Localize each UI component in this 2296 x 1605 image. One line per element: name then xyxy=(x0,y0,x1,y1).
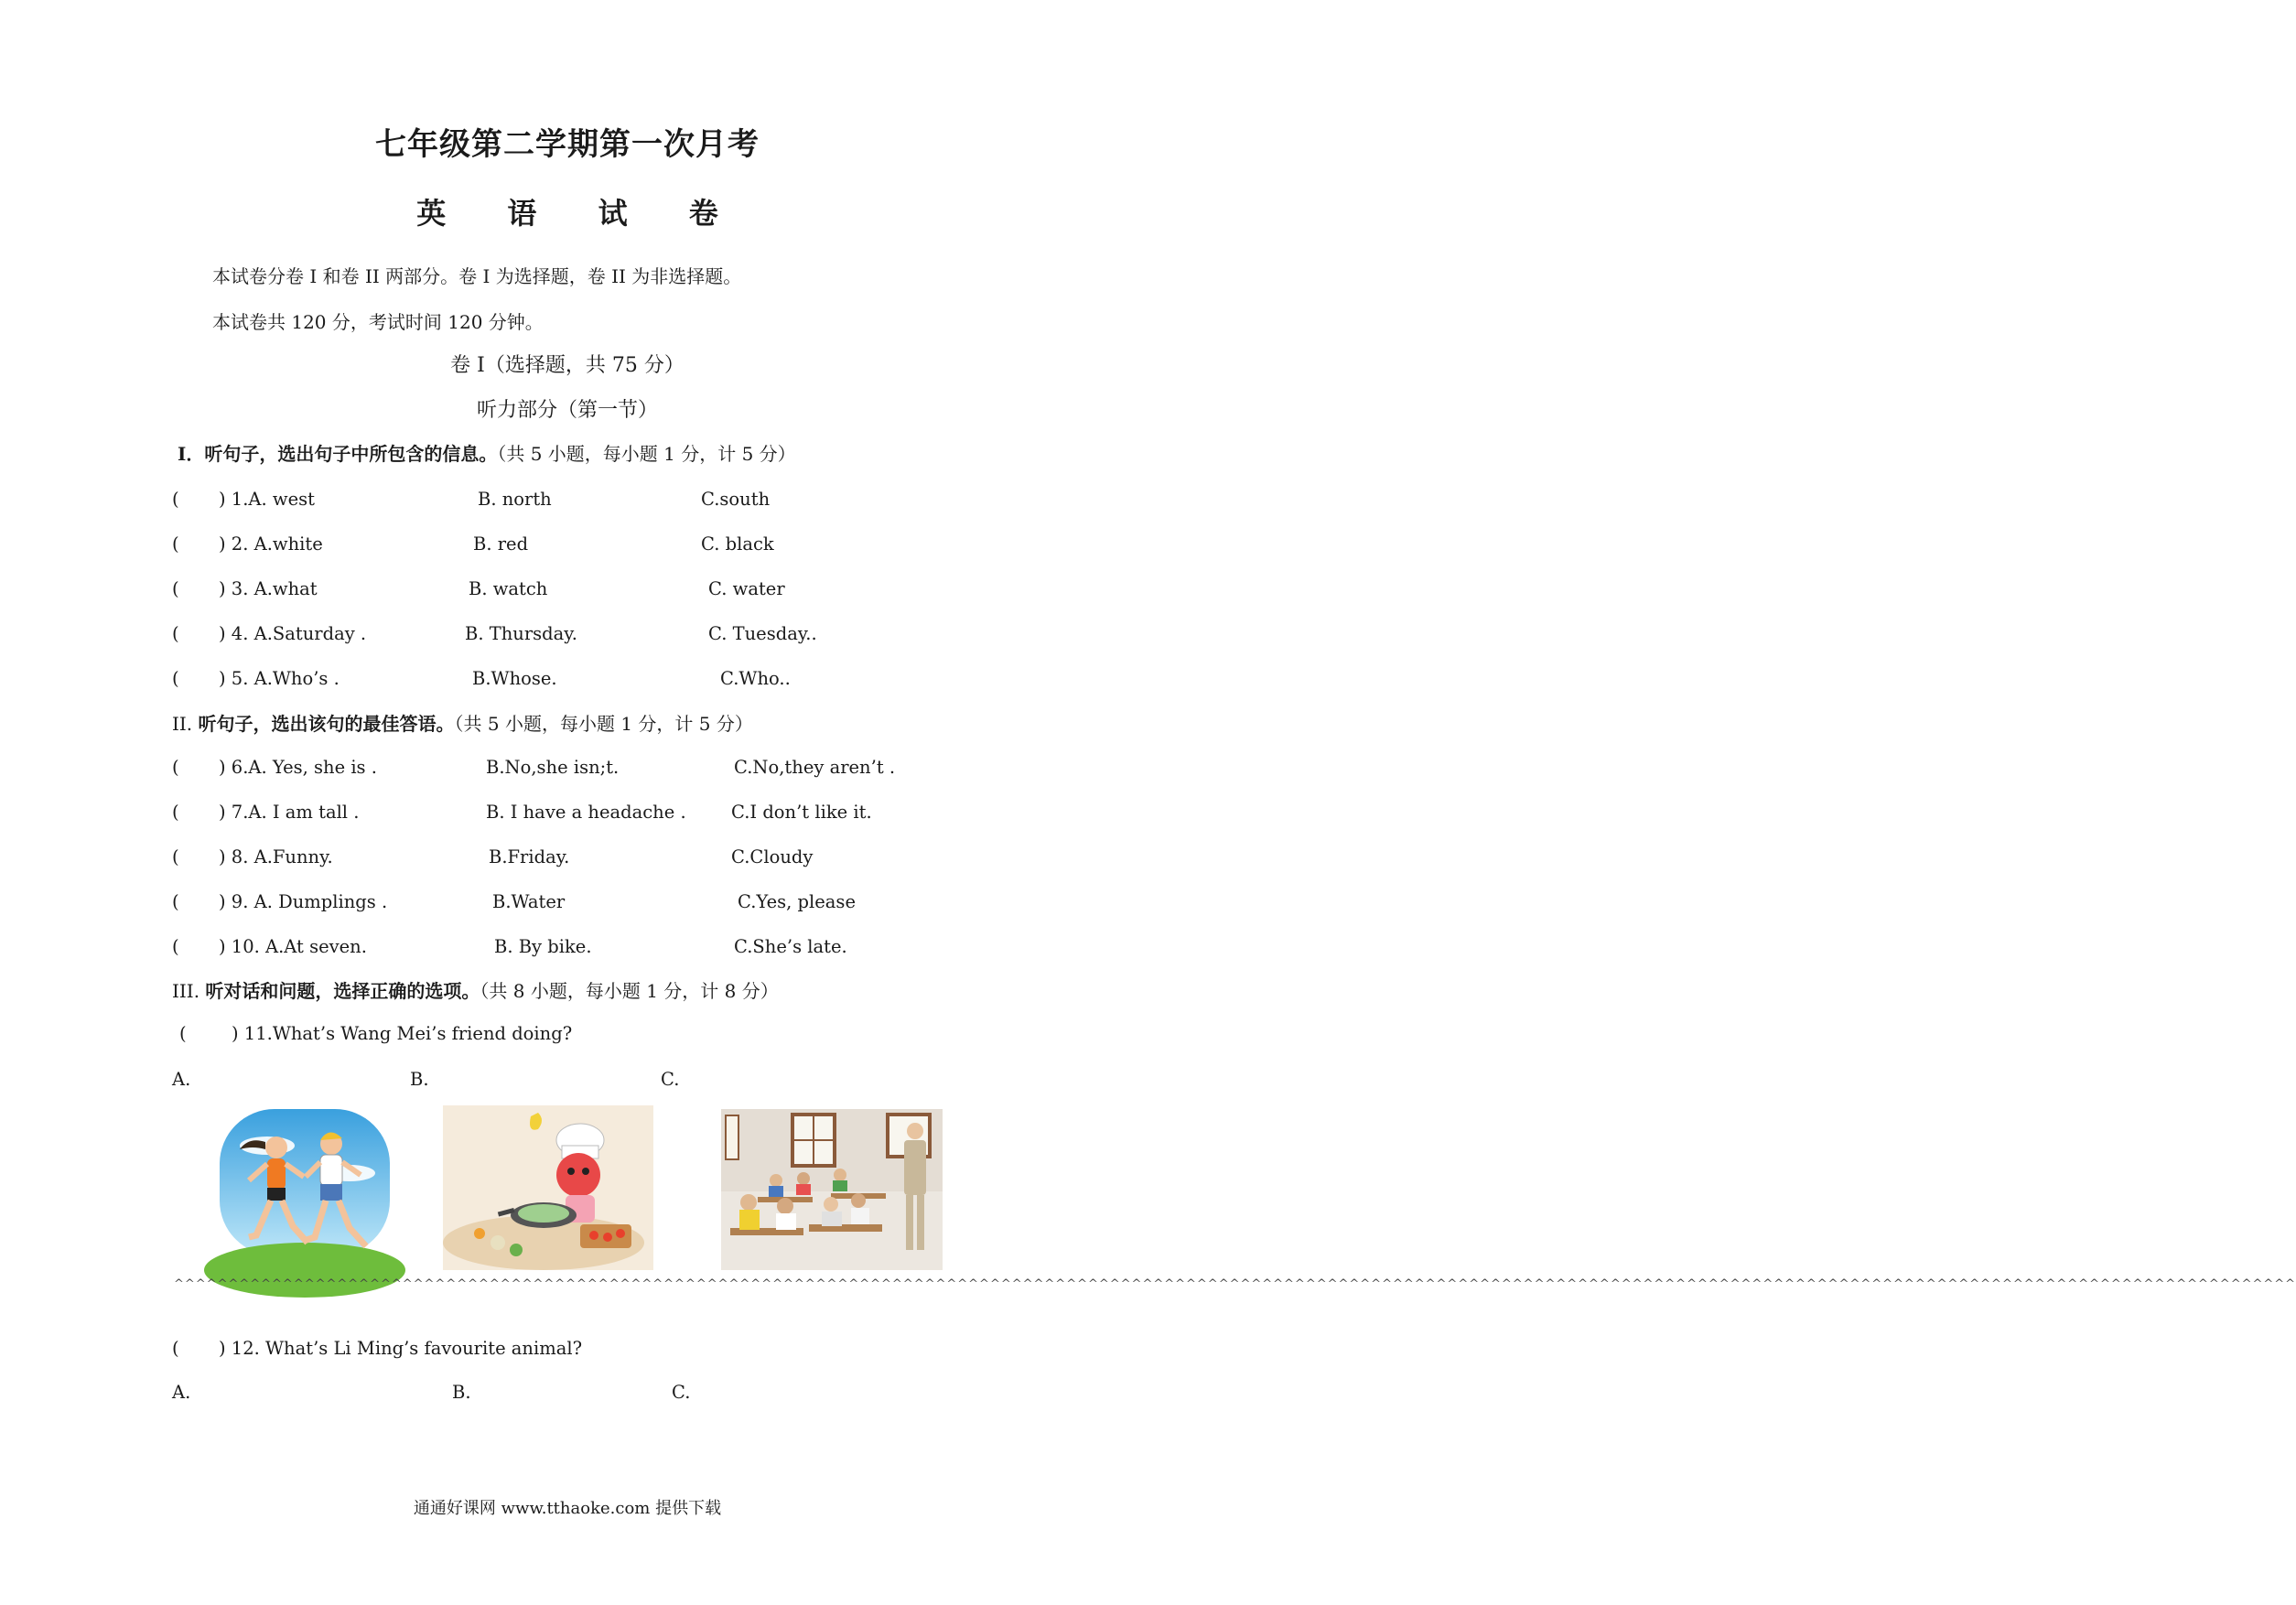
question-10-option-c: C.She’s late. xyxy=(734,936,847,957)
question-3-option-c: C. water xyxy=(708,578,785,599)
intro-line-1: 本试卷分卷 I 和卷 II 两部分。卷 I 为选择题，卷 II 为非选择题。 xyxy=(212,265,742,287)
page-title: 七年级第二学期第一次月考 xyxy=(375,126,760,163)
section-1-note: （共 5 小题，每小题 1 分，计 5 分） xyxy=(497,443,796,465)
section-2-title: 听句子，选出该句的最佳答语。 xyxy=(198,713,455,735)
question-4-option-a: ) 4. A.Saturday . xyxy=(219,623,367,644)
section-3-heading xyxy=(172,976,779,1003)
question-7-option-c: C.I don’t like it. xyxy=(731,802,872,823)
answer-blank-5[interactable]: ( xyxy=(172,668,179,689)
section-1-title: 听句子，选出句子中所包含的信息。 xyxy=(204,443,498,465)
classroom-photo xyxy=(721,1109,943,1270)
cooking-illustration xyxy=(443,1105,653,1270)
part-subtitle: 听力部分（第一节） xyxy=(476,399,658,422)
question-2-option-c: C. black xyxy=(701,533,774,555)
q12-label-a: A. xyxy=(172,1382,191,1403)
question-1-option-a: ) 1.A. west xyxy=(219,489,315,510)
question-9-option-c: C.Yes, please xyxy=(738,891,856,912)
question-2-option-a: ) 2. A.white xyxy=(219,533,323,555)
question-2-option-b: B. red xyxy=(473,533,529,555)
question-6-option-a: ) 6.A. Yes, she is . xyxy=(219,757,377,778)
section-2-heading xyxy=(172,709,753,736)
answer-blank-9[interactable]: ( xyxy=(172,891,179,912)
part-title: 卷 I（选择题，共 75 分） xyxy=(450,354,684,377)
answer-blank-10[interactable]: ( xyxy=(172,936,179,957)
answer-blank-6[interactable]: ( xyxy=(172,757,179,778)
question-3-option-a: ) 3. A.what xyxy=(219,578,318,599)
section-3-title: 听对话和问题，选择正确的选项。 xyxy=(205,980,480,1002)
question-11-stem: ) 11.What’s Wang Mei’s friend doing? xyxy=(232,1023,573,1044)
answer-blank-11[interactable]: ( xyxy=(179,1023,187,1044)
question-6-option-b: B.No,she isn;t. xyxy=(486,757,620,778)
question-10-option-a: ) 10. A.At seven. xyxy=(219,936,367,957)
answer-blank-4[interactable]: ( xyxy=(172,623,179,644)
question-5-option-a: ) 5. A.Who’s . xyxy=(219,668,340,689)
question-8-option-a: ) 8. A.Funny. xyxy=(219,846,333,867)
section-1-num: I． xyxy=(178,443,205,465)
question-6-option-c: C.No,they aren’t . xyxy=(734,757,896,778)
question-3-option-b: B. watch xyxy=(469,578,548,599)
answer-blank-1[interactable]: ( xyxy=(172,489,179,510)
q12-label-c: C. xyxy=(672,1382,691,1403)
section-2-num: II. xyxy=(172,713,193,735)
question-12-stem: ) 12. What’s Li Ming’s favourite animal? xyxy=(219,1338,583,1359)
section-3-num: III. xyxy=(172,980,200,1002)
section-2-note: （共 5 小题，每小题 1 分，计 5 分） xyxy=(454,713,753,735)
answer-blank-3[interactable]: ( xyxy=(172,578,179,599)
section-1-heading xyxy=(178,439,796,466)
question-5-option-b: B.Whose. xyxy=(472,668,557,689)
question-8-option-b: B.Friday. xyxy=(489,846,570,867)
question-4-option-c: C. Tuesday.. xyxy=(708,623,817,644)
q11-label-b: B. xyxy=(410,1069,429,1090)
answer-blank-7[interactable]: ( xyxy=(172,802,179,823)
answer-blank-2[interactable]: ( xyxy=(172,533,179,555)
picture-running[interactable] xyxy=(212,1109,397,1270)
q11-label-a: A. xyxy=(172,1069,191,1090)
question-10-option-b: B. By bike. xyxy=(494,936,592,957)
question-4-option-b: B. Thursday. xyxy=(465,623,577,644)
answer-blank-12[interactable]: ( xyxy=(172,1338,179,1359)
question-1-option-b: B. north xyxy=(478,489,552,510)
q11-label-c: C. xyxy=(661,1069,680,1090)
question-5-option-c: C.Who.. xyxy=(720,668,791,689)
q12-label-b: B. xyxy=(452,1382,471,1403)
running-illustration xyxy=(212,1109,397,1270)
question-7-option-b: B. I have a headache . xyxy=(486,802,686,823)
question-9-option-b: B.Water xyxy=(492,891,566,912)
picture-classroom[interactable] xyxy=(721,1109,943,1270)
page-subtitle: 英 语 试 卷 xyxy=(416,196,744,231)
intro-line-2: 本试卷共 120 分，考试时间 120 分钟。 xyxy=(212,311,544,333)
answer-blank-8[interactable]: ( xyxy=(172,846,179,867)
footer-source: 通通好课网 www.tthaoke.com 提供下载 xyxy=(413,1499,722,1518)
picture-cooking[interactable] xyxy=(443,1105,653,1270)
section-3-note: （共 8 小题，每小题 1 分，计 8 分） xyxy=(480,980,779,1002)
question-9-option-a: ) 9. A. Dumplings . xyxy=(219,891,388,912)
separator-line: ^^^^^^^^^^^^^^^^^^^^^^^^^^^^^^^^^^^^^^^^^^^^^^^^^^^^^^^^^^^^^^^^^^^^^^^^^^^^^^^^^^^^^^^^^^^^^^^^^^^^^^^^^^^^^^^^^^^^^^^^^^^^^^^^^^^^^^^^^^^^^^^^^^^^^^^^^^^^^^^^^^^^^^^^^^^^^^^^^^^^^^^^^^^^^^^^^^^ xyxy=(174,1277,2296,1291)
question-8-option-c: C.Cloudy xyxy=(731,846,814,867)
question-7-option-a: ) 7.A. I am tall . xyxy=(219,802,360,823)
question-1-option-c: C.south xyxy=(701,489,771,510)
